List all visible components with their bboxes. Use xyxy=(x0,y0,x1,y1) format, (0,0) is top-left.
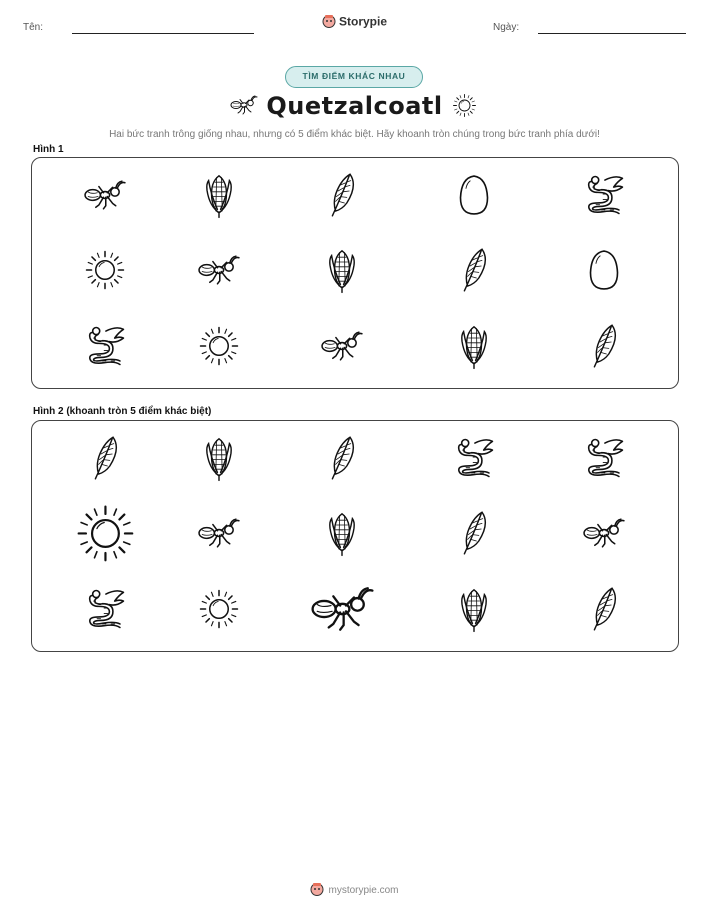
serpent-icon[interactable] xyxy=(582,436,626,485)
sun-icon xyxy=(198,325,240,372)
ant-icon[interactable] xyxy=(581,517,627,554)
ant-icon xyxy=(319,330,365,367)
ant-icon[interactable] xyxy=(196,517,242,554)
egg-icon xyxy=(586,247,622,298)
feather-icon[interactable] xyxy=(326,433,358,488)
picture-2-panel[interactable] xyxy=(31,420,679,652)
feather-icon xyxy=(588,321,620,376)
name-label: Tên: xyxy=(23,22,44,33)
name-input-line[interactable] xyxy=(72,33,254,34)
picture-1-panel xyxy=(31,157,679,389)
corn-icon xyxy=(326,245,358,300)
sun-icon xyxy=(84,249,126,296)
ant-icon xyxy=(82,179,128,216)
feather-icon[interactable] xyxy=(588,584,620,639)
brand-logo xyxy=(0,14,709,31)
corn-icon[interactable] xyxy=(326,508,358,563)
footer-url: mystorypie.com xyxy=(328,885,399,897)
feather-icon xyxy=(326,170,358,225)
sun-icon[interactable] xyxy=(198,588,240,635)
picture-2-label: Hình 2 (khoanh tròn 5 điểm khác biệt) xyxy=(33,406,212,417)
feather-icon[interactable] xyxy=(89,433,121,488)
corn-icon xyxy=(203,170,235,225)
date-input-line[interactable] xyxy=(538,33,686,34)
date-label: Ngày: xyxy=(493,22,520,33)
activity-badge: TÌM ĐIỂM KHÁC NHAU xyxy=(285,66,423,88)
corn-icon[interactable] xyxy=(203,433,235,488)
brand-name: Storypie xyxy=(338,14,387,29)
corn-icon xyxy=(458,321,490,376)
instructions: Hai bức tranh trông giống nhau, nhưng có 5 điểm khác biệt. Hãy khoanh tròn chúng trong bức tranh phía dưới! xyxy=(109,129,600,140)
sun-icon[interactable] xyxy=(75,503,136,569)
storypie-logo-icon xyxy=(322,14,336,31)
corn-icon[interactable] xyxy=(458,584,490,639)
serpent-icon xyxy=(83,324,127,373)
serpent-icon[interactable] xyxy=(452,436,496,485)
page-title: Quetzalcoatl xyxy=(266,92,443,120)
feather-icon xyxy=(458,245,490,300)
footer xyxy=(0,882,709,899)
picture-1-label: Hình 1 xyxy=(33,144,64,155)
serpent-icon[interactable] xyxy=(83,587,127,636)
feather-icon[interactable] xyxy=(458,508,490,563)
ant-icon[interactable] xyxy=(308,585,377,638)
egg-icon xyxy=(456,172,492,223)
serpent-icon xyxy=(582,173,626,222)
sun-icon xyxy=(452,93,477,123)
storypie-logo-icon xyxy=(310,882,324,899)
ant-icon xyxy=(196,254,242,291)
